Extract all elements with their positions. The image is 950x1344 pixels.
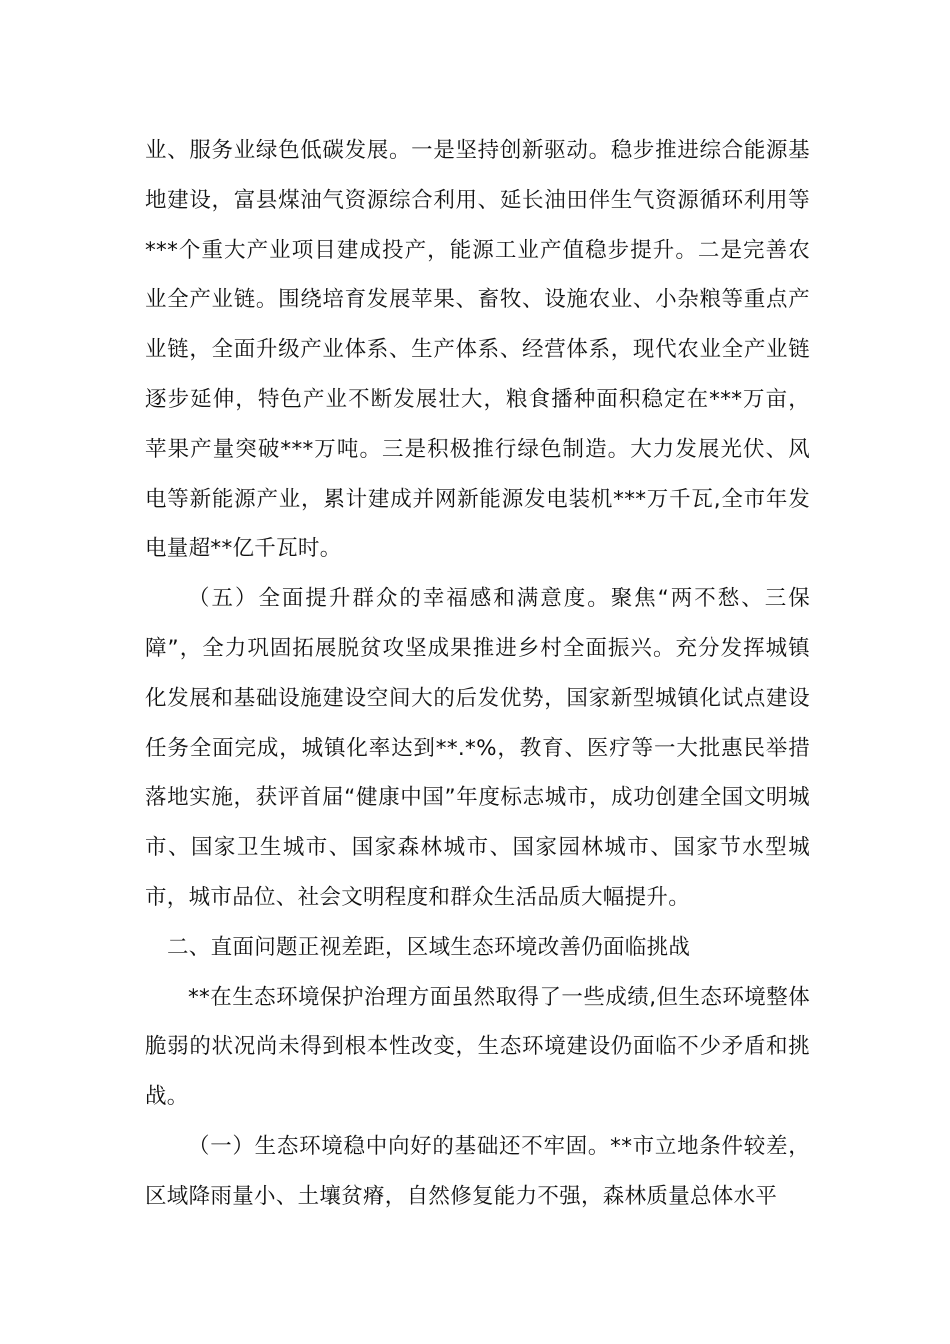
- paragraph-energy-industry: 业、服务业绿色低碳发展。一是坚持创新驱动。稳步推进综合能源基地建设，富县煤油气资源综合利用、延长油田伴生气资源循环利用等***个重大产业项目建成投产，能源工业产值稳步提升。二是完善农业全产业链。围绕培育发展苹果、畜牧、设施农业、小杂粮等重点产业链，全面升级产业体系、生产体系、经营体系，现代农业全产业链逐步延伸，特色产业不断发展壮大，粮食播种面积稳定在***万亩，苹果产量突破***万吨。三是积极推行绿色制造。大力发展光伏、风电等新能源产业，累计建成并网新能源发电装机***万千瓦,全市年发电量超**亿千瓦时。: [145, 138, 810, 562]
- section-heading-two: 二、直面问题正视差距，区域生态环境改善仍面临挑战: [167, 934, 691, 960]
- paragraph-subsection-one: （一）生态环境稳中向好的基础还不牢固。**市立地条件较差，区域降雨量小、土壤贫瘠，自然修复能力不强，森林质量总体水平: [145, 1133, 810, 1209]
- paragraph-section-two-intro: **在生态环境保护治理方面虽然取得了一些成绩,但生态环境整体脆弱的状况尚未得到根本性改变，生态环境建设仍面临不少矛盾和挑战。: [145, 984, 810, 1110]
- document-body: [145, 126, 810, 1222]
- paragraph-section-five: （五）全面提升群众的幸福感和满意度。聚焦“两不愁、三保障”，全力巩固拓展脱贫攻坚成果推进乡村全面振兴。充分发挥城镇化发展和基础设施建设空间大的后发优势，国家新型城镇化试点建设任务全面完成，城镇化率达到**.*%，教育、医疗等一大批惠民举措落地实施，获评首届“健康中国”年度标志城市，成功创建全国文明城市、国家卫生城市、国家森林城市、国家园林城市、国家节水型城市，城市品位、社会文明程度和群众生活品质大幅提升。: [145, 586, 810, 910]
